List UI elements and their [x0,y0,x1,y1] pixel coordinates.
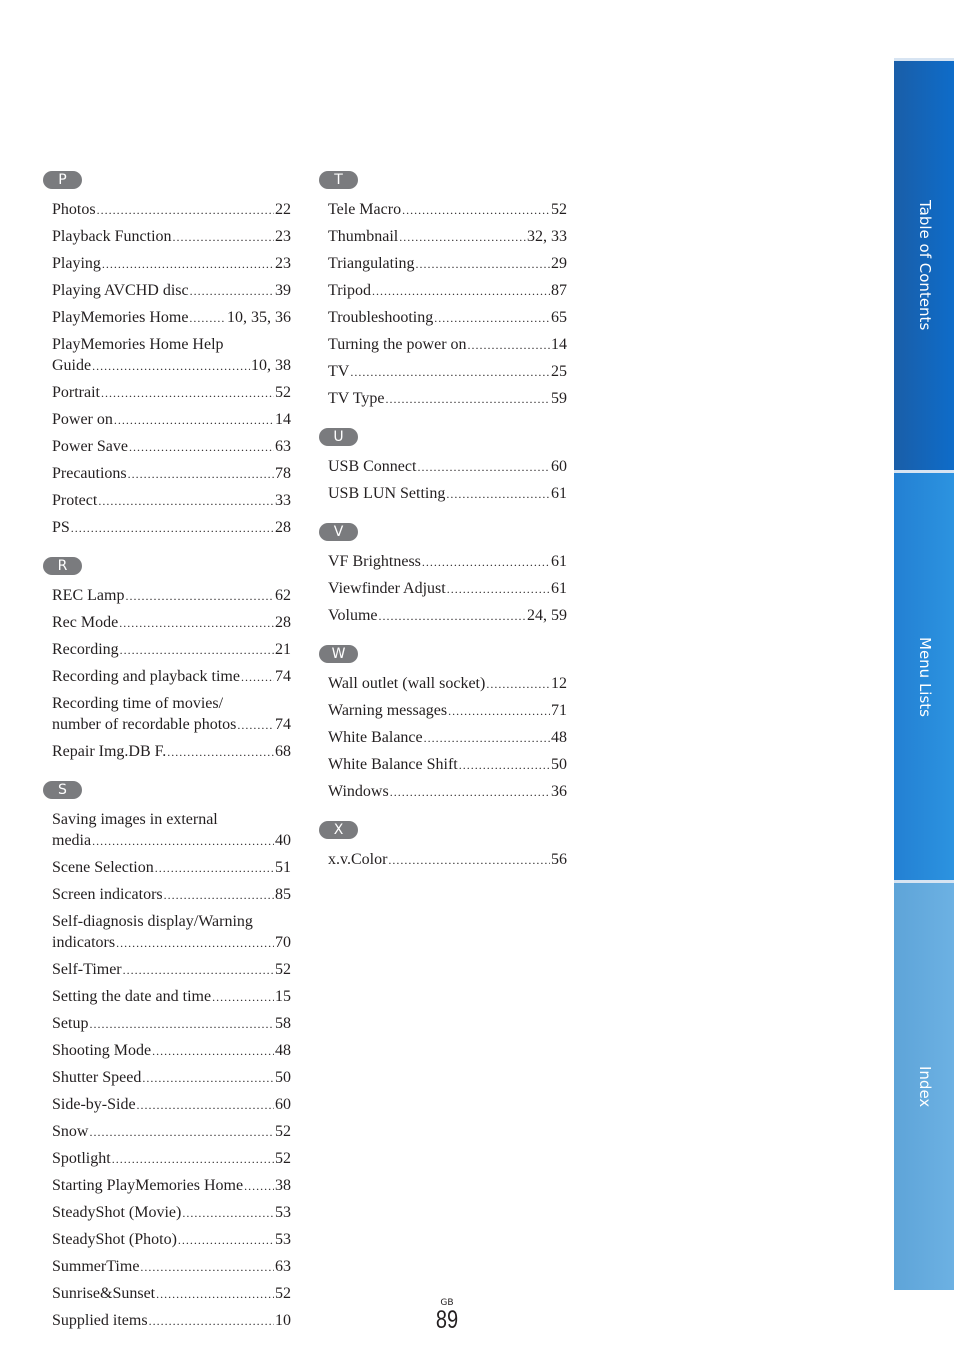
index-term: Repair Img.DB F. [52,743,167,760]
index-entry[interactable] [328,388,567,410]
index-term: Thumbnail [328,228,399,245]
index-term: Viewfinder Adjust [328,580,446,597]
index-entry[interactable] [52,959,291,981]
index-page-ref[interactable]: 52 [275,384,291,401]
index-page-ref[interactable]: 71 [551,702,567,719]
leader-dots [448,701,550,722]
leader-dots [447,579,550,600]
index-page-ref[interactable]: 23 [275,228,291,245]
index-entry[interactable] [52,436,291,458]
index-page-ref[interactable]: 61 [551,485,567,502]
leader-dots [116,933,274,954]
tab-label: Menu Lists [916,636,934,717]
section-letter-badge: T [319,171,358,189]
index-entry[interactable] [328,551,567,573]
index-page-ref[interactable]: 32, 33 [527,228,567,245]
leader-dots [142,1068,274,1089]
index-entry[interactable] [328,334,567,356]
index-term-continued: indicators [52,934,116,951]
index-term: Triangulating [328,255,415,272]
index-page-ref[interactable]: 52 [275,1150,291,1167]
index-entry[interactable] [52,1229,291,1251]
index-term: White Balance Shift [328,756,458,773]
section-letter-badge: V [319,523,358,541]
tab-table-of-contents[interactable] [894,58,954,470]
index-entry[interactable] [52,911,291,954]
leader-dots [422,552,550,573]
index-page-ref[interactable]: 22 [275,201,291,218]
leader-dots [92,356,250,377]
index-term: Starting PlayMemories Home [52,1177,244,1194]
index-term-continued: Guide [52,357,92,374]
index-page-ref[interactable]: 12 [551,675,567,692]
index-term: VF Brightness [328,553,421,570]
index-column-left [43,171,291,1350]
leader-dots [434,308,550,329]
leader-dots [372,281,550,302]
index-entry[interactable] [52,1121,291,1143]
leader-dots [120,640,274,661]
index-entry[interactable] [52,666,291,688]
leader-dots [468,335,550,356]
index-entry[interactable] [52,809,291,852]
index-entry[interactable] [52,585,291,607]
index-term: Scene Selection [52,859,154,876]
index-entry[interactable] [52,1013,291,1035]
index-section-u [319,428,567,505]
index-page-ref[interactable]: 25 [551,363,567,380]
index-page-ref[interactable]: 39 [275,282,291,299]
leader-dots [173,227,274,248]
index-term: Troubleshooting [328,309,434,326]
leader-dots [102,254,274,275]
index-page-ref[interactable]: 63 [275,1258,291,1275]
index-page-ref[interactable]: 10, 38 [251,357,291,374]
index-page-ref[interactable]: 52 [275,1123,291,1140]
index-page-ref[interactable]: 61 [551,553,567,570]
index-term: Setup [52,1015,89,1032]
index-section-r [43,557,291,763]
leader-dots [101,383,274,404]
section-letter-badge: P [43,171,82,189]
index-page-ref[interactable]: 38 [275,1177,291,1194]
index-entry[interactable] [52,199,291,221]
index-entry[interactable] [328,280,567,302]
leader-dots [350,362,550,383]
index-term: PlayMemories Home Help [52,336,224,353]
index-page-ref[interactable]: 61 [551,580,567,597]
leader-dots [190,281,274,302]
index-entry[interactable] [328,727,567,749]
index-entry[interactable] [328,307,567,329]
section-letter-badge: X [319,821,358,839]
index-entry[interactable] [52,463,291,485]
index-entry[interactable] [52,334,291,377]
index-section-t [319,171,567,410]
leader-dots [378,606,526,627]
leader-dots [486,674,550,695]
index-term: x.v.Color [328,851,388,868]
leader-dots [446,484,550,505]
index-page-ref[interactable]: 62 [275,587,291,604]
region-code: GB [440,1298,454,1308]
index-term: PS [52,519,70,536]
index-entry[interactable] [52,490,291,512]
leader-dots [399,227,526,248]
index-entry[interactable] [52,280,291,302]
tab-label: Index [916,1065,934,1108]
leader-dots [129,437,274,458]
index-entry[interactable] [52,1175,291,1197]
index-term: Saving images in external [52,811,218,828]
leader-dots [128,464,274,485]
leader-dots [241,667,274,688]
index-term: REC Lamp [52,587,125,604]
sidebar-nav [894,58,954,1290]
leader-dots [416,254,550,275]
index-term: Protect [52,492,98,509]
index-page-ref[interactable]: 33 [275,492,291,509]
index-entry[interactable] [52,1094,291,1116]
index-entry[interactable] [328,361,567,383]
index-entry[interactable] [52,1040,291,1062]
leader-dots [459,755,550,776]
index-term: Snow [52,1123,89,1140]
index-term: Recording time of movies/ [52,695,224,712]
index-term: TV [328,363,350,380]
page-number-value: 89 [435,1306,459,1334]
index-page-ref[interactable]: 58 [275,1015,291,1032]
index-term: Screen indicators [52,886,163,903]
leader-dots [89,1014,274,1035]
index-section-x [319,821,567,871]
leader-dots [123,960,274,981]
index-page-ref[interactable]: 10 [275,1312,291,1329]
leader-dots [424,728,550,749]
index-term: Playback Function [52,228,172,245]
index-term: Turning the power on [328,336,467,353]
index-page-ref[interactable]: 52 [275,961,291,978]
index-page-ref[interactable]: 63 [275,438,291,455]
section-letter-badge: U [319,428,358,446]
index-entry[interactable] [52,884,291,906]
index-entry[interactable] [328,199,567,221]
leader-dots [388,850,550,871]
leader-dots [71,518,274,539]
index-term: Self-diagnosis display/Warning [52,913,253,930]
leader-dots [417,457,550,478]
index-term: Spotlight [52,1150,111,1167]
index-term: Power on [52,411,113,428]
index-entry[interactable] [328,483,567,505]
index-page-ref[interactable]: 60 [551,458,567,475]
leader-dots [178,1230,274,1251]
index-term: Playing [52,255,101,272]
index-entry[interactable] [328,605,567,627]
tab-label: Table of Contents [916,200,934,331]
leader-dots [164,885,274,906]
index-term: Warning messages [328,702,448,719]
index-page-ref[interactable]: 56 [551,851,567,868]
leader-dots [182,1203,274,1224]
index-entry[interactable] [328,226,567,248]
leader-dots [386,389,550,410]
index-page-ref[interactable]: 74 [275,668,291,685]
leader-dots [125,586,274,607]
leader-dots [89,1122,274,1143]
leader-dots [140,1257,274,1278]
index-page-ref[interactable]: 15 [275,988,291,1005]
index-term-continued: media [52,832,92,849]
leader-dots [112,1149,274,1170]
leader-dots [402,200,550,221]
index-term: Playing AVCHD disc [52,282,189,299]
index-entry[interactable] [52,986,291,1008]
index-page-ref[interactable]: 24, 59 [527,607,567,624]
index-term: Rec Mode [52,614,119,631]
index-page-ref[interactable]: 48 [275,1042,291,1059]
leader-dots [137,1095,274,1116]
index-entry[interactable] [52,1067,291,1089]
index-section-v [319,523,567,627]
index-page-ref[interactable]: 50 [275,1069,291,1086]
index-page-ref[interactable]: 52 [551,201,567,218]
leader-dots [167,742,274,763]
index-term: Setting the date and time [52,988,212,1005]
index-term: Recording and playback time [52,668,240,685]
index-page-ref[interactable]: 53 [275,1204,291,1221]
index-entry[interactable] [52,1148,291,1170]
index-page-ref[interactable]: 70 [275,934,291,951]
index-page-ref[interactable]: 21 [275,641,291,658]
index-page-ref[interactable]: 10, 35, 36 [227,309,291,326]
index-entry[interactable] [328,456,567,478]
index-entry[interactable] [328,253,567,275]
index-page-ref[interactable]: 28 [275,614,291,631]
leader-dots [98,491,274,512]
index-entry[interactable] [52,226,291,248]
index-term: Photos [52,201,96,218]
index-term: Portrait [52,384,100,401]
index-section-s [43,781,291,1332]
index-term: USB Connect [328,458,417,475]
index-page-ref[interactable]: 53 [275,1231,291,1248]
index-page-ref[interactable]: 28 [275,519,291,536]
leader-dots [119,613,274,634]
leader-dots [237,715,274,736]
index-section-w [319,645,567,803]
index-page-ref[interactable]: 40 [275,832,291,849]
index-entry[interactable] [328,781,567,803]
index-term: SteadyShot (Photo) [52,1231,177,1248]
index-term-continued: number of recordable photos [52,716,237,733]
index-term: Power Save [52,438,128,455]
index-term: SteadyShot (Movie) [52,1204,182,1221]
leader-dots [97,200,274,221]
index-page-ref[interactable]: 78 [275,465,291,482]
index-term: Tripod [328,282,371,299]
index-page-ref[interactable]: 14 [551,336,567,353]
leader-dots [152,1041,274,1062]
index-entry[interactable] [52,612,291,634]
index-term: PlayMemories Home [52,309,189,326]
tab-index[interactable] [894,880,954,1290]
index-entry[interactable] [52,1310,291,1332]
leader-dots [189,308,226,329]
index-term: Precautions [52,465,127,482]
index-term: Tele Macro [328,201,402,218]
section-letter-badge: R [43,557,82,575]
leader-dots [149,1311,274,1332]
index-page-ref[interactable]: 14 [275,411,291,428]
leader-dots [156,1284,274,1305]
section-letter-badge: W [319,645,358,663]
index-entry[interactable] [52,409,291,431]
index-entry[interactable] [52,382,291,404]
index-term: White Balance [328,729,423,746]
index-page-ref[interactable]: 68 [275,743,291,760]
leader-dots [155,858,274,879]
index-section-p [43,171,291,539]
index-page-ref[interactable]: 36 [551,783,567,800]
leader-dots [212,987,274,1008]
index-page-ref[interactable]: 60 [275,1096,291,1113]
leader-dots [390,782,550,803]
index-page-ref[interactable]: 51 [275,859,291,876]
index-term: Wall outlet (wall socket) [328,675,486,692]
index-term: Self-Timer [52,961,122,978]
index-page-ref[interactable]: 87 [551,282,567,299]
index-term: Recording [52,641,119,658]
index-entry[interactable] [328,578,567,600]
index-entry[interactable] [328,849,567,871]
index-term: Shooting Mode [52,1042,152,1059]
index-term: Windows [328,783,389,800]
index-page-ref[interactable]: 85 [275,886,291,903]
page-number [420,1298,474,1333]
index-entry[interactable] [52,1256,291,1278]
index-entry[interactable] [52,693,291,736]
index-term: Volume [328,607,378,624]
index-page-ref[interactable]: 74 [275,716,291,733]
index-term: TV Type [328,390,385,407]
index-term: Sunrise&Sunset [52,1285,156,1302]
index-entry[interactable] [52,741,291,763]
index-page-ref[interactable]: 50 [551,756,567,773]
index-page-ref[interactable]: 59 [551,390,567,407]
index-page-ref[interactable]: 29 [551,255,567,272]
index-entry[interactable] [52,857,291,879]
index-entry[interactable] [52,307,291,329]
index-entry[interactable] [52,1283,291,1305]
index-term: Side-by-Side [52,1096,136,1113]
index-entry[interactable] [328,700,567,722]
index-term: Supplied items [52,1312,148,1329]
index-entry[interactable] [52,253,291,275]
leader-dots [92,831,274,852]
index-column-right [319,171,567,889]
index-term: SummerTime [52,1258,140,1275]
index-term: Shutter Speed [52,1069,142,1086]
index-entry[interactable] [52,517,291,539]
leader-dots [114,410,274,431]
section-letter-badge: S [43,781,82,799]
tab-menu-lists[interactable] [894,470,954,880]
index-page-ref[interactable]: 23 [275,255,291,272]
index-page-ref[interactable]: 52 [275,1285,291,1302]
index-page-ref[interactable]: 65 [551,309,567,326]
leader-dots [244,1176,274,1197]
index-entry[interactable] [52,1202,291,1224]
index-entry[interactable] [52,639,291,661]
index-entry[interactable] [328,754,567,776]
index-term: USB LUN Setting [328,485,446,502]
index-entry[interactable] [328,673,567,695]
index-page-ref[interactable]: 48 [551,729,567,746]
